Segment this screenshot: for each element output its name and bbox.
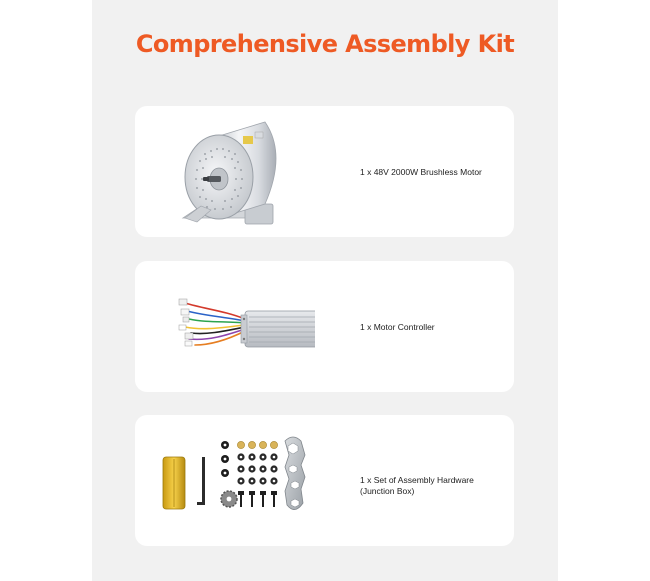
assembly-hardware-image (145, 415, 315, 546)
motor-controller-image (145, 261, 315, 392)
kit-panel (92, 0, 558, 581)
kit-item-controller (135, 261, 514, 392)
kit-item-motor (135, 106, 514, 237)
brushless-motor-image (145, 106, 315, 237)
motor-label (360, 167, 510, 178)
motor-label-line: 1 x 48V 2000W Brushless Motor (360, 167, 482, 177)
hardware-label-line-2: (Junction Box) (360, 486, 415, 496)
page-title: Comprehensive Assembly Kit (135, 30, 515, 58)
controller-label-line: 1 x Motor Controller (360, 322, 435, 332)
kit-item-hardware (135, 415, 514, 546)
controller-label (360, 322, 510, 333)
hardware-label (360, 475, 510, 497)
hardware-label-line-1: 1 x Set of Assembly Hardware (360, 475, 474, 485)
